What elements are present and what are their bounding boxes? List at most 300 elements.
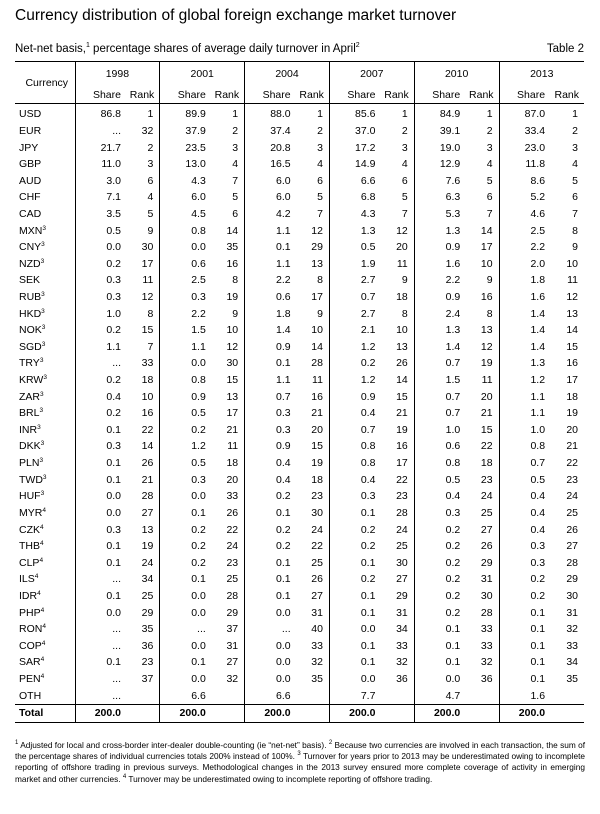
share-cell: 88.0 (245, 104, 295, 123)
currency-cell (15, 455, 75, 472)
rank-cell: 19 (226, 291, 239, 303)
rank-cell: 2 (401, 124, 408, 137)
table-row (15, 123, 584, 140)
share-cell: 12.9 (414, 156, 464, 173)
currency-code: PHP (19, 606, 41, 619)
currency-footnote-ref: 3 (41, 291, 45, 298)
rank-cell: 29 (480, 556, 493, 569)
rank-cell: 31 (226, 639, 239, 652)
rank-cell: 17 (141, 257, 154, 270)
share-cell: ... (160, 621, 210, 638)
rank-cell: 34 (141, 573, 154, 586)
currency-footnote-ref: 3 (41, 307, 45, 315)
rank-cell: 6 (401, 174, 408, 187)
share-cell: 0.2 (75, 255, 125, 272)
share-cell: 6.6 (329, 172, 379, 189)
share-cell: 0.3 (75, 438, 125, 455)
currency-footnote-ref: 4 (37, 589, 41, 597)
footnote-text: Turnover may be underestimated owing to incomplete reporting of offshore trading. (126, 773, 433, 784)
rank-cell: 21 (311, 407, 323, 420)
share-cell: 0.3 (329, 488, 379, 505)
share-column-header: Share (160, 86, 210, 104)
share-cell: 0.4 (329, 471, 379, 488)
rank-cell: 30 (480, 589, 493, 602)
table-row (15, 422, 584, 439)
currency-code: INR (19, 423, 38, 436)
share-cell: 4.7 (414, 687, 464, 704)
share-cell: 0.1 (160, 571, 210, 588)
rank-cell: 7 (401, 207, 408, 220)
currency-code: OTH (19, 689, 42, 702)
share-cell: 0.2 (499, 588, 549, 605)
share-cell: 23.0 (499, 139, 549, 156)
share-cell: 1.0 (414, 422, 464, 439)
table-row (15, 471, 584, 488)
rank-column-header: Rank (384, 88, 409, 101)
rank-cell: 34 (566, 656, 578, 669)
share-cell: 1.2 (329, 372, 379, 389)
share-cell: 4.2 (245, 206, 295, 223)
currency-footnote-ref: 4 (34, 573, 39, 581)
share-cell: 0.0 (245, 654, 295, 671)
share-cell: 0.4 (499, 521, 549, 538)
rank-cell (464, 687, 499, 704)
rank-cell: 11 (227, 440, 239, 453)
rank-cell: 17 (226, 407, 239, 420)
share-cell: 1.4 (499, 339, 549, 356)
share-cell: 11.8 (499, 156, 549, 173)
rank-cell: 10 (311, 324, 323, 337)
table-row (15, 505, 584, 522)
share-cell: 0.0 (75, 505, 125, 522)
rank-cell: 15 (311, 440, 323, 453)
subtitle-footnote-ref: 1 (85, 42, 90, 50)
share-cell: 0.0 (329, 671, 379, 688)
share-cell: 2.2 (160, 305, 210, 322)
rank-cell: 28 (396, 506, 408, 519)
currency-code: TRY (19, 357, 40, 370)
rank-cell (549, 687, 584, 704)
rank-cell: 2 (572, 124, 578, 137)
currency-cell (15, 488, 75, 505)
table-row (15, 654, 584, 671)
rank-column-header: Rank (129, 88, 155, 101)
rank-cell: 16 (566, 357, 578, 370)
currency-cell (15, 289, 75, 306)
rank-cell: 16 (141, 407, 154, 420)
share-cell: 13.0 (160, 156, 210, 173)
rank-cell: 4 (401, 158, 408, 171)
rank-cell: 30 (566, 589, 578, 602)
share-cell: 0.2 (160, 521, 210, 538)
currency-cell (15, 471, 75, 488)
share-cell: 1.1 (499, 405, 549, 422)
share-cell: 0.3 (245, 405, 295, 422)
rank-cell: 14 (226, 224, 239, 237)
currency-footnote-ref: 3 (40, 490, 45, 498)
share-cell: 0.4 (499, 488, 549, 505)
rank-cell: 5 (232, 191, 239, 204)
rank-cell: 19 (396, 423, 408, 436)
share-cell: 0.3 (75, 521, 125, 538)
rank-cell: 30 (141, 241, 154, 254)
rank-cell: 5 (147, 207, 154, 220)
share-cell: 2.2 (245, 272, 295, 289)
share-cell: 0.1 (245, 554, 295, 571)
rank-cell: 40 (311, 623, 323, 636)
share-cell: 0.3 (414, 505, 464, 522)
share-cell: 0.6 (160, 255, 210, 272)
share-cell: 0.2 (245, 521, 295, 538)
table-row (15, 538, 584, 555)
currency-code: BRL (19, 407, 40, 420)
rank-cell: 37 (141, 673, 154, 686)
share-cell: ... (75, 671, 125, 688)
share-cell: 33.4 (499, 123, 549, 140)
rank-cell: 16 (396, 440, 408, 453)
year-header: 2013 (499, 62, 584, 87)
rank-cell: 8 (486, 307, 493, 320)
total-share: 200.0 (160, 704, 210, 722)
share-cell: 0.8 (329, 438, 379, 455)
rank-cell: 2 (486, 124, 493, 137)
rank-cell: 26 (226, 506, 239, 519)
rank-cell: 5 (486, 174, 493, 187)
share-cell: 3.0 (75, 172, 125, 189)
currency-code: PLN (19, 457, 40, 470)
share-cell: 1.1 (499, 388, 549, 405)
currency-footnote-ref: 3 (42, 224, 46, 232)
rank-cell: 19 (480, 357, 493, 370)
share-cell: 0.0 (160, 355, 210, 372)
rank-cell: 6 (232, 207, 239, 220)
table-number: Table 2 (546, 43, 584, 55)
share-cell: 0.4 (329, 405, 379, 422)
currency-footnote-ref: 3 (39, 407, 44, 415)
currency-code: MXN (19, 224, 43, 237)
table-row (15, 255, 584, 272)
share-cell: ... (75, 638, 125, 655)
rank-cell: 25 (566, 506, 578, 519)
currency-code: CLP (19, 556, 40, 569)
currency-code: CZK (19, 523, 40, 536)
rank-cell: 8 (147, 307, 154, 320)
rank-cell: 33 (480, 639, 493, 652)
share-cell: 0.2 (245, 488, 295, 505)
table-row (15, 488, 584, 505)
rank-cell: 25 (141, 589, 154, 602)
share-cell: 0.0 (160, 588, 210, 605)
share-cell: 0.9 (245, 339, 295, 356)
rank-cell: 17 (396, 457, 408, 470)
rank-cell: 5 (572, 174, 578, 187)
rank-cell: 19 (311, 457, 323, 470)
rank-cell: 18 (396, 291, 408, 303)
rank-column-header: Rank (299, 88, 324, 101)
currency-footnote-ref: 4 (40, 656, 45, 664)
share-cell: 0.1 (414, 654, 464, 671)
currency-code: AUD (19, 174, 42, 187)
rank-cell: 3 (147, 158, 154, 171)
share-cell: 0.0 (160, 239, 210, 256)
rank-cell: 8 (317, 274, 323, 287)
rank-cell: 32 (226, 673, 239, 686)
year-header: 2007 (329, 62, 414, 87)
rank-cell: 29 (226, 606, 239, 619)
share-cell: 1.6 (414, 255, 464, 272)
currency-code: USD (19, 108, 42, 121)
rank-cell: 32 (396, 656, 408, 669)
rank-cell: 16 (311, 390, 323, 403)
rank-cell: 10 (226, 324, 239, 337)
rank-cell: 27 (396, 573, 408, 586)
table-row (15, 305, 584, 322)
rank-cell: 28 (566, 556, 578, 569)
share-cell: 19.0 (414, 139, 464, 156)
rank-cell: 13 (566, 307, 578, 320)
share-cell: 0.8 (499, 438, 549, 455)
currency-cell (15, 305, 75, 322)
share-cell: 2.0 (499, 255, 549, 272)
year-header: 2004 (245, 62, 330, 87)
rank-cell: 20 (311, 423, 323, 436)
share-cell: 0.4 (414, 488, 464, 505)
table-row (15, 355, 584, 372)
share-cell: 1.4 (499, 322, 549, 339)
currency-code: EUR (19, 124, 42, 137)
table-row (15, 172, 584, 189)
share-cell: 0.2 (245, 538, 295, 555)
footnote-text: Turnover for years prior to 2013 may be underestimated owing to incomplete reporting of offshore trading in previous surveys. Methodological changes in the 2013 survey ensured more complete coverage of activity in emerging market and other currencies. (15, 751, 585, 784)
share-cell: 0.9 (160, 388, 210, 405)
footnote-number: 3 (297, 751, 301, 758)
rank-cell: 34 (396, 623, 408, 636)
share-cell: 0.2 (414, 571, 464, 588)
rank-cell: 23 (480, 473, 493, 486)
share-cell: 85.6 (329, 104, 379, 123)
table-row (15, 189, 584, 206)
share-cell: 0.2 (160, 422, 210, 439)
rank-cell: 12 (396, 224, 408, 237)
share-cell: 0.2 (329, 355, 379, 372)
rank-cell: 24 (226, 540, 239, 553)
share-cell: 0.1 (75, 455, 125, 472)
share-cell: 1.6 (499, 289, 549, 306)
share-cell: 0.3 (160, 471, 210, 488)
currency-cell (15, 538, 75, 555)
share-cell: 0.5 (499, 471, 549, 488)
currency-cell (15, 172, 75, 189)
rank-cell: 14 (396, 374, 408, 387)
currency-code: SEK (19, 274, 41, 287)
share-cell: 0.2 (75, 405, 125, 422)
rank-cell: 25 (396, 540, 408, 553)
rank-cell: 18 (311, 473, 323, 486)
share-cell: 0.0 (75, 239, 125, 256)
share-cell: 0.5 (160, 405, 210, 422)
rank-cell: 25 (226, 573, 239, 586)
currency-cell (15, 206, 75, 223)
share-cell: 0.4 (75, 388, 125, 405)
currency-cell (15, 388, 75, 405)
rank-cell: 30 (311, 506, 323, 519)
currency-cell (15, 322, 75, 339)
currency-cell (15, 571, 75, 588)
rank-cell: 7 (147, 340, 154, 353)
share-cell: 2.2 (414, 272, 464, 289)
currency-code: KRW (19, 374, 44, 387)
share-cell: 0.0 (160, 604, 210, 621)
share-cell: 2.7 (329, 305, 379, 322)
share-cell: 0.1 (499, 671, 549, 688)
rank-cell: 32 (566, 623, 578, 636)
share-cell: ... (75, 621, 125, 638)
table-row (15, 139, 584, 156)
rank-cell: 1 (572, 108, 578, 121)
share-cell: 4.3 (160, 172, 210, 189)
rank-cell: 29 (141, 606, 154, 619)
share-cell: 0.3 (245, 422, 295, 439)
share-cell: 0.0 (160, 638, 210, 655)
share-cell: 1.1 (245, 222, 295, 239)
share-cell: 0.2 (414, 604, 464, 621)
currency-code: MYR (19, 506, 43, 519)
rank-cell: 7 (572, 207, 578, 220)
currency-cell (15, 156, 75, 173)
share-cell: 20.8 (245, 139, 295, 156)
share-cell: 0.5 (329, 239, 379, 256)
currency-cell (15, 189, 75, 206)
rank-cell: 10 (480, 257, 493, 270)
footnote-number: 1 (15, 740, 19, 747)
share-cell: 5.3 (414, 206, 464, 223)
currency-cell (15, 521, 75, 538)
share-cell: 0.1 (245, 355, 295, 372)
share-cell: 87.0 (499, 104, 549, 123)
currency-code: RON (19, 623, 43, 636)
share-cell: 0.5 (75, 222, 125, 239)
footnote-text: Adjusted for local and cross-border inter-dealer double-counting (ie “net-net” basis). (18, 740, 329, 750)
table-row (15, 671, 584, 688)
rank-cell: 27 (480, 523, 493, 536)
rank-cell: 7 (317, 207, 323, 220)
total-share: 200.0 (245, 704, 295, 722)
share-cell: 0.2 (414, 588, 464, 605)
share-cell: 0.2 (75, 322, 125, 339)
rank-cell: 24 (141, 556, 154, 569)
rank-cell: 33 (480, 623, 493, 636)
rank-cell: 8 (572, 224, 578, 237)
share-cell: 3.5 (75, 206, 125, 223)
share-cell: 1.8 (245, 305, 295, 322)
total-rank-empty (210, 704, 245, 722)
rank-cell (210, 687, 245, 704)
currency-footnote-ref: 4 (42, 623, 46, 631)
share-cell: 1.5 (160, 322, 210, 339)
currency-cell (15, 272, 75, 289)
rank-cell: 29 (396, 589, 408, 602)
rank-cell: 13 (396, 340, 408, 353)
rank-cell (295, 687, 330, 704)
rank-cell: 11 (396, 257, 408, 270)
rank-cell: 32 (480, 656, 493, 669)
rank-cell: 4 (317, 158, 323, 171)
share-column-header: Share (75, 86, 125, 104)
currency-code: HKD (19, 307, 42, 320)
rank-cell (379, 687, 414, 704)
currency-cell (15, 687, 75, 704)
share-cell: 0.0 (245, 604, 295, 621)
rank-cell: 5 (317, 191, 323, 204)
rank-cell: 11 (481, 374, 493, 387)
rank-column-header: Rank (554, 88, 579, 101)
share-cell: 37.4 (245, 123, 295, 140)
share-column-header: Share (414, 86, 464, 104)
share-cell: 0.1 (245, 505, 295, 522)
rank-cell: 18 (566, 390, 578, 403)
currency-code: JPY (19, 141, 39, 154)
rank-cell: 1 (147, 108, 154, 121)
share-cell: 0.2 (414, 538, 464, 555)
rank-cell: 28 (480, 606, 493, 619)
year-header: 2001 (160, 62, 245, 87)
rank-cell: 11 (567, 274, 578, 287)
share-cell: 0.0 (160, 488, 210, 505)
rank-cell: 3 (232, 141, 239, 154)
currency-cell (15, 588, 75, 605)
currency-footnote-ref: 3 (39, 457, 44, 465)
rank-cell: 9 (572, 241, 578, 254)
rank-cell: 33 (396, 639, 408, 652)
rank-cell (125, 687, 160, 704)
currency-cell (15, 405, 75, 422)
share-column-header: Share (245, 86, 295, 104)
share-cell: ... (245, 621, 295, 638)
table-row (15, 372, 584, 389)
currency-code: ZAR (19, 390, 40, 403)
table-row (15, 438, 584, 455)
currency-code: RUB (19, 291, 42, 303)
share-cell: 1.3 (499, 355, 549, 372)
currency-footnote-ref: 3 (40, 390, 44, 398)
total-rank-empty (379, 704, 414, 722)
currency-footnote-ref: 4 (40, 523, 44, 531)
rank-cell: 23 (226, 556, 239, 569)
rank-cell: 22 (396, 473, 408, 486)
share-cell: 0.7 (414, 355, 464, 372)
share-cell: 0.8 (329, 455, 379, 472)
currency-footnote-ref: 3 (43, 374, 47, 382)
currency-cell (15, 339, 75, 356)
rank-cell: 31 (311, 606, 323, 619)
currency-footnote-ref: 3 (39, 357, 44, 365)
currency-footnote-ref: 4 (40, 673, 45, 681)
rank-cell: 36 (396, 673, 408, 686)
table-row (15, 156, 584, 173)
share-cell: 2.5 (160, 272, 210, 289)
share-cell: 1.5 (414, 372, 464, 389)
rank-cell: 15 (141, 324, 154, 337)
share-cell: 1.2 (329, 339, 379, 356)
rank-column-header: Rank (469, 88, 494, 101)
rank-cell: 8 (232, 274, 239, 287)
share-cell: 0.2 (329, 538, 379, 555)
share-cell: 0.1 (329, 588, 379, 605)
rank-cell: 21 (566, 440, 578, 453)
rank-cell: 14 (566, 324, 578, 337)
rank-cell: 12 (226, 340, 239, 353)
table-row (15, 206, 584, 223)
